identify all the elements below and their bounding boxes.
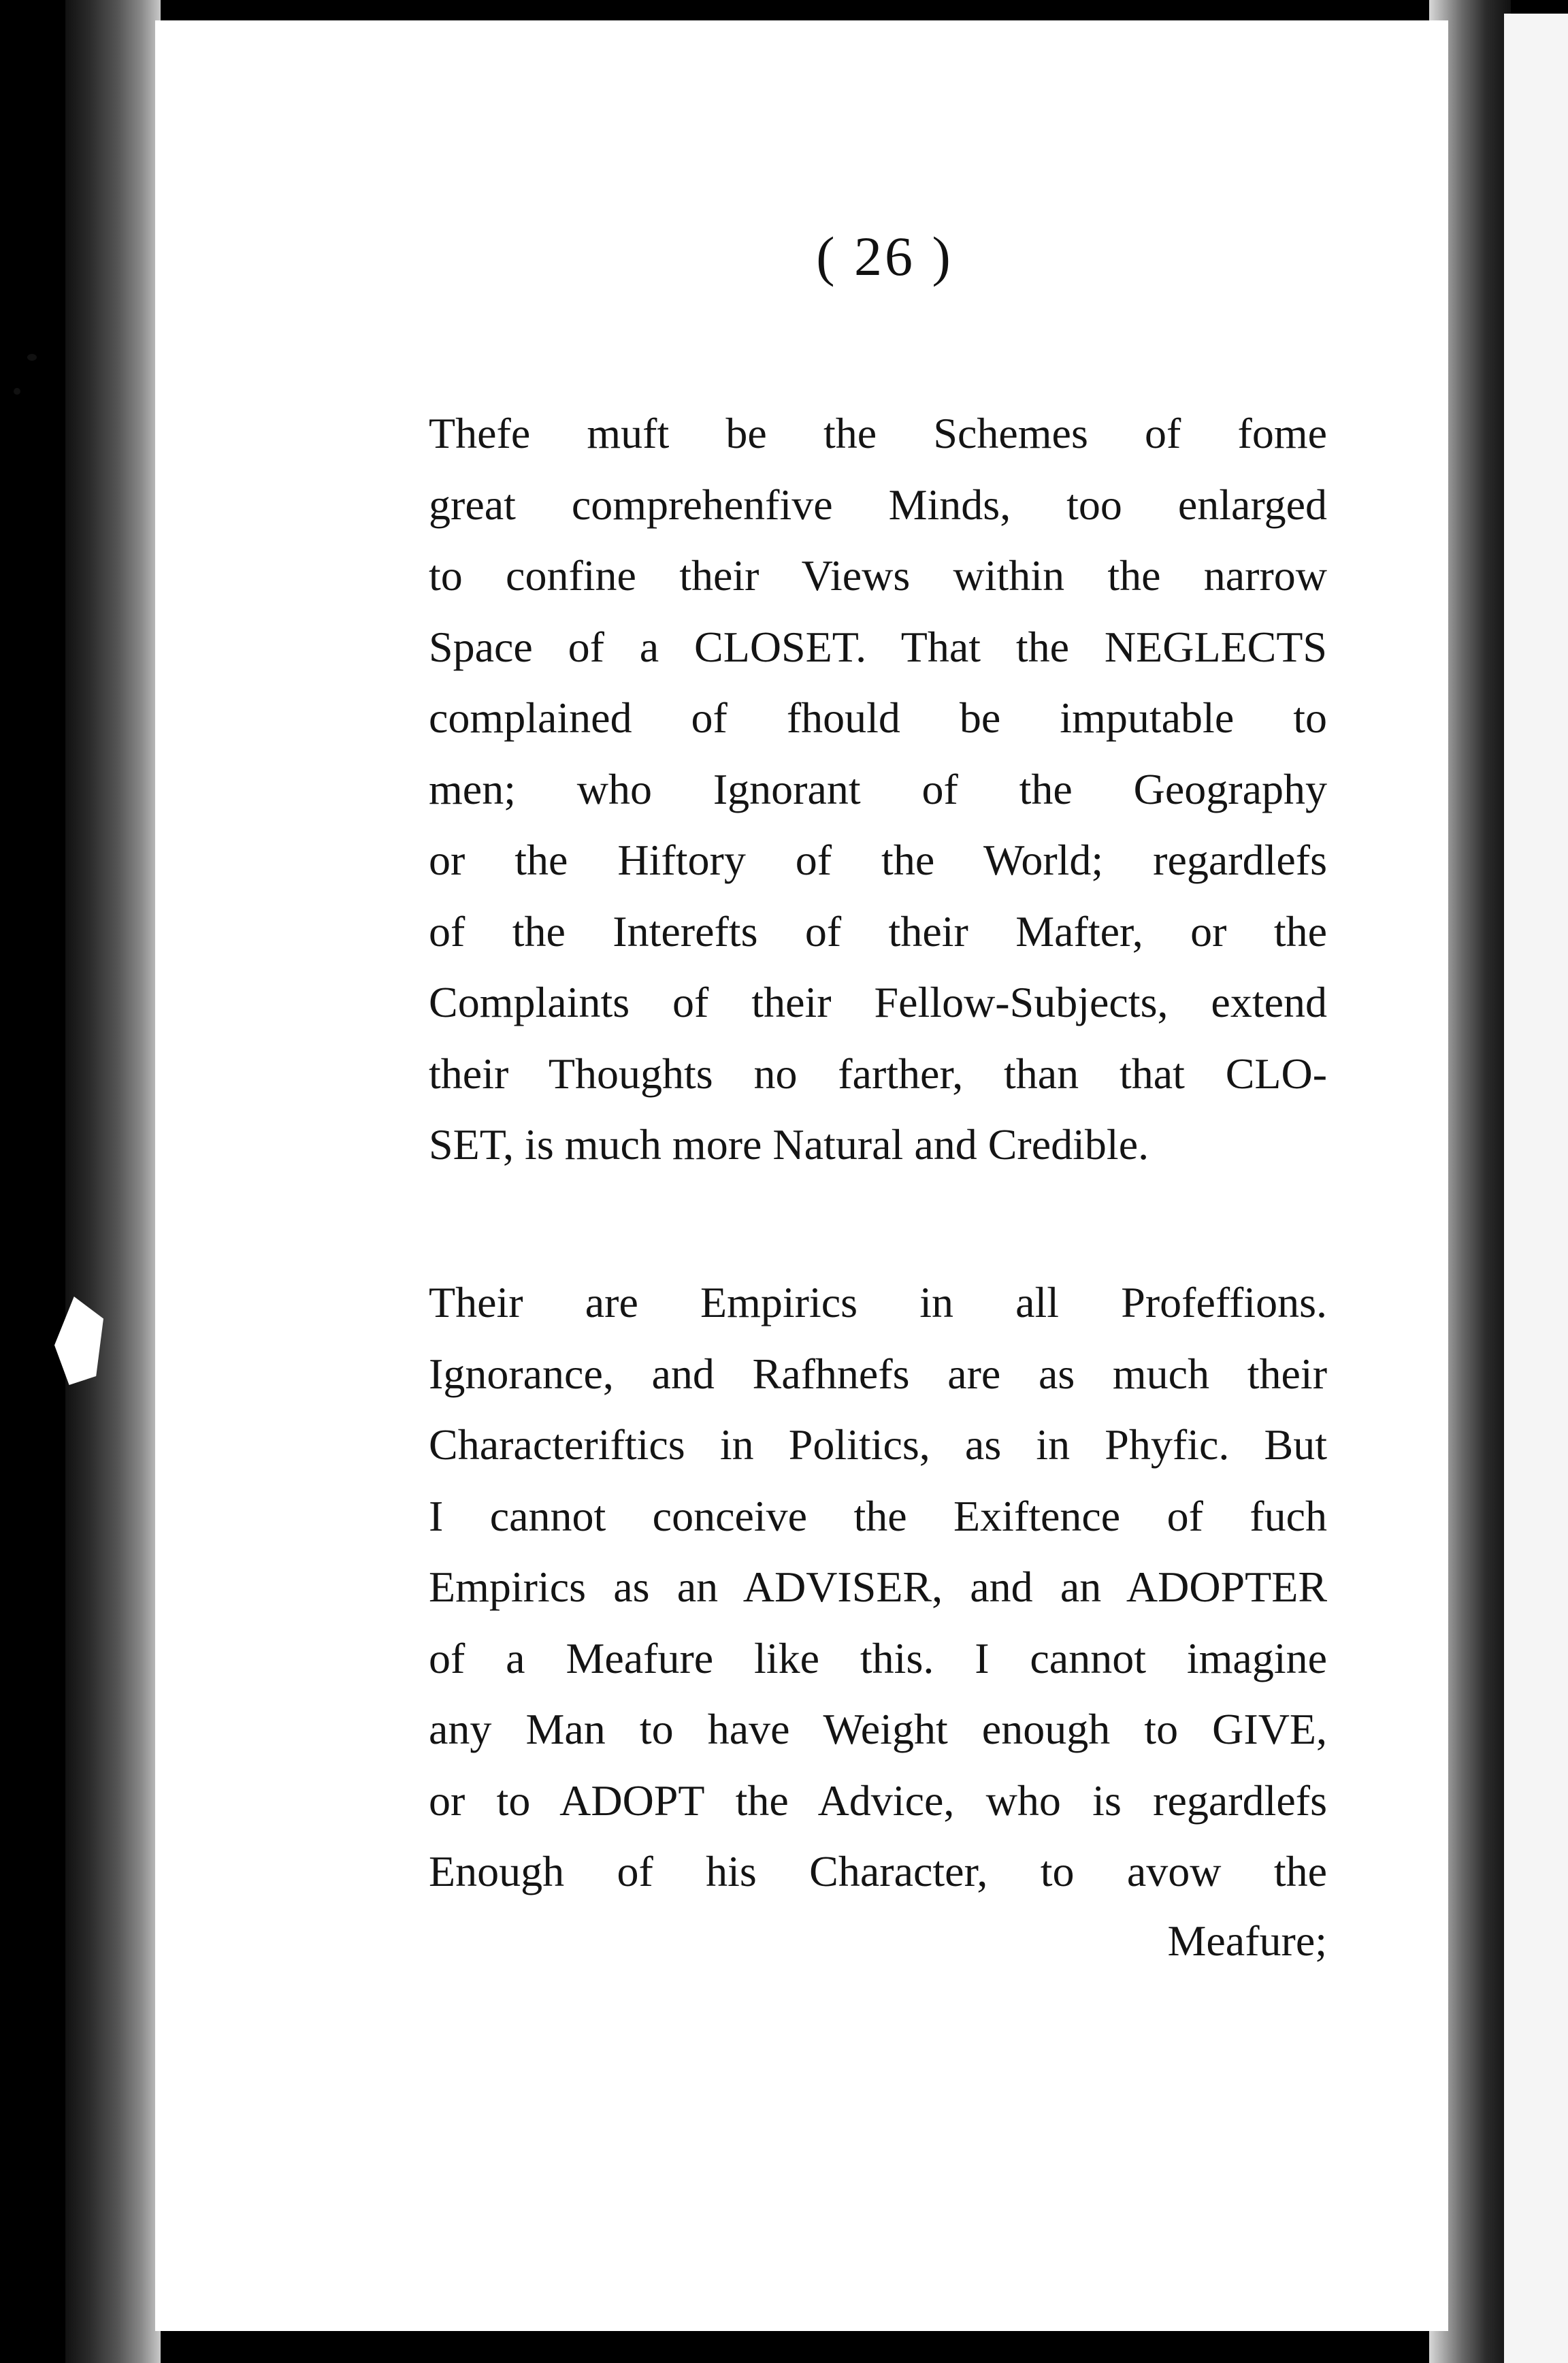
text-line: Their are Empirics in all Profeffions. xyxy=(429,1278,1327,1326)
text-line: great comprehenfive Minds, too enlarged xyxy=(429,480,1327,529)
page-number: ( 26 ) xyxy=(816,225,953,287)
text-line: Enough of his Character, to avow the xyxy=(429,1847,1327,1895)
dust-speck xyxy=(27,354,37,361)
text-line: SET, is much more Natural and Credible. xyxy=(429,1120,1149,1169)
dust-speck xyxy=(14,388,20,395)
paragraph-2 xyxy=(429,1267,1327,1908)
text-line: complained of fhould be imputable to xyxy=(429,694,1327,742)
facing-page-sliver xyxy=(1504,14,1568,2363)
text-line: Complaints of their Fellow-Subjects, extend xyxy=(429,978,1327,1026)
text-line: Characteriftics in Politics, as in Phyfic. But xyxy=(429,1420,1327,1469)
text-line: their Thoughts no farther, than that CLO- xyxy=(429,1049,1327,1098)
text-line: Ignorance, and Rafhnefs are as much their xyxy=(429,1349,1327,1398)
catchword: Meafure; xyxy=(1167,1917,1327,1965)
catchword-block xyxy=(429,1906,1327,1977)
text-line: Space of a CLOSET. That the NEGLECTS xyxy=(429,622,1327,671)
page-stack-edge-left xyxy=(65,0,161,2363)
text-line: men; who Ignorant of the Geography xyxy=(429,764,1327,813)
text-line: any Man to have Weight enough to GIVE, xyxy=(429,1705,1327,1753)
text-line: Empirics as an ADVISER, and an ADOPTER xyxy=(429,1563,1327,1611)
text-line: of a Meafure like this. I cannot imagine xyxy=(429,1633,1327,1682)
scan-top-border xyxy=(0,0,1568,20)
text-line: I cannot conceive the Exiftence of fuch xyxy=(429,1491,1327,1540)
paragraph-1 xyxy=(429,398,1327,1181)
text-line: to confine their Views within the narrow xyxy=(429,551,1327,600)
text-line: or to ADOPT the Advice, who is regardlefs xyxy=(429,1776,1327,1825)
text-line: or the Hiftory of the World; regardlefs xyxy=(429,836,1327,884)
text-line: Thefe muft be the Schemes of fome xyxy=(429,409,1327,457)
text-line: of the Interefts of their Mafter, or the xyxy=(429,907,1327,956)
